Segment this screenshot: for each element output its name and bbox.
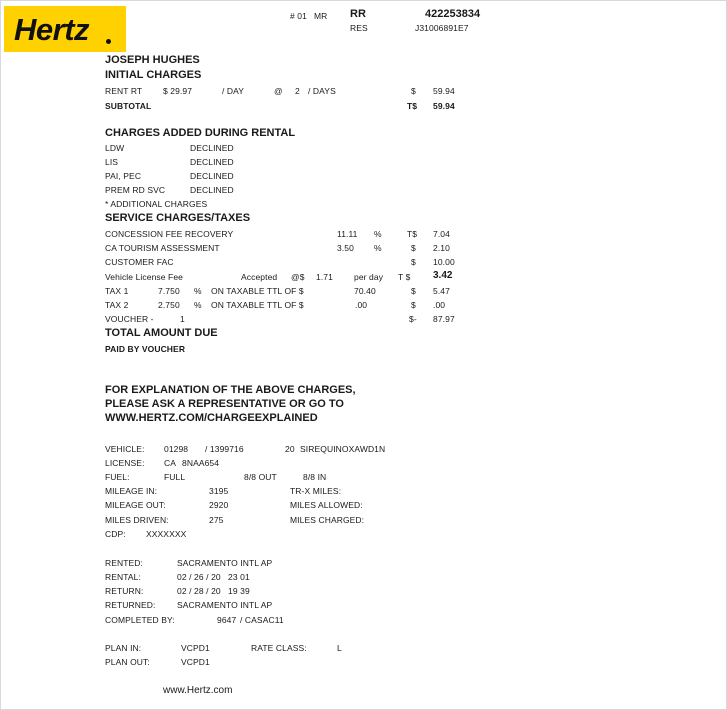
completed-by-number: 9647 bbox=[217, 615, 237, 625]
paid-by-voucher: PAID BY VOUCHER bbox=[105, 344, 186, 354]
prem-label: PREM RD SVC bbox=[105, 185, 166, 195]
subtotal-label: SUBTOTAL bbox=[105, 101, 152, 111]
vlf-amount: 3.42 bbox=[433, 270, 453, 281]
completed-by-label: COMPLETED BY: bbox=[105, 615, 175, 625]
returned-location: SACRAMENTO INTL AP bbox=[177, 600, 273, 610]
vehicle-id: / 1399716 bbox=[205, 444, 244, 454]
tourism-pct: % bbox=[374, 243, 382, 253]
vlf-currency: T $ bbox=[398, 272, 411, 282]
return-time: 19 39 bbox=[228, 586, 250, 596]
license-label: LICENSE: bbox=[105, 458, 145, 468]
license-number: 8NAA654 bbox=[182, 458, 220, 468]
additional-note: * ADDITIONAL CHARGES bbox=[105, 199, 208, 209]
voucher-currency: $- bbox=[409, 314, 417, 324]
tax1-currency: $ bbox=[411, 286, 416, 296]
plan-in-label: PLAN IN: bbox=[105, 643, 142, 653]
voucher-count: 1 bbox=[180, 314, 185, 324]
concession-rate: 11.11 bbox=[337, 229, 358, 239]
rent-at: @ bbox=[274, 86, 283, 96]
miles-charged-label: MILES CHARGED: bbox=[290, 515, 365, 525]
total-due-title: TOTAL AMOUNT DUE bbox=[105, 327, 218, 339]
tax1-pct: % bbox=[194, 286, 202, 296]
subtotal-currency: T$ bbox=[407, 101, 418, 111]
rate-class-value: L bbox=[337, 643, 342, 653]
ldw-status: DECLINED bbox=[190, 143, 234, 153]
tax2-amount: .00 bbox=[433, 300, 446, 310]
tourism-currency: $ bbox=[411, 243, 416, 253]
hertz-logo bbox=[4, 6, 126, 52]
logo-dot-icon bbox=[106, 39, 111, 44]
vlf-rate: 1.71 bbox=[316, 272, 333, 282]
concession-currency: T$ bbox=[407, 229, 418, 239]
tax2-currency: $ bbox=[411, 300, 416, 310]
ldw-label: LDW bbox=[105, 143, 125, 153]
mileage-out-label: MILEAGE OUT: bbox=[105, 500, 166, 510]
mileage-in-value: 3195 bbox=[209, 486, 229, 496]
tax2-desc: ON TAXABLE TTL OF $ bbox=[211, 300, 304, 310]
voucher-amount: 87.97 bbox=[433, 314, 455, 324]
tourism-amount: 2.10 bbox=[433, 243, 450, 253]
concession-pct: % bbox=[374, 229, 382, 239]
rent-amount: 59.94 bbox=[433, 86, 455, 96]
tax1-desc: ON TAXABLE TTL OF $ bbox=[211, 286, 304, 296]
vehicle-label: VEHICLE: bbox=[105, 444, 145, 454]
tax2-label: TAX 2 bbox=[105, 300, 129, 310]
tax1-label: TAX 1 bbox=[105, 286, 129, 296]
res-number: J31006891E7 bbox=[415, 23, 469, 33]
rent-label: RENT RT bbox=[105, 86, 143, 96]
miles-driven-value: 275 bbox=[209, 515, 224, 525]
tax2-pct: % bbox=[194, 300, 202, 310]
cdp-value: XXXXXXX bbox=[146, 529, 187, 539]
return-date: 02 / 28 / 20 bbox=[177, 586, 221, 596]
prem-status: DECLINED bbox=[190, 185, 234, 195]
rent-per-day: / DAY bbox=[222, 86, 245, 96]
miles-driven-label: MILES DRIVEN: bbox=[105, 515, 169, 525]
rental-time: 23 01 bbox=[228, 572, 250, 582]
fac-label: CUSTOMER FAC bbox=[105, 257, 174, 267]
license-state: CA bbox=[164, 458, 177, 468]
concession-label: CONCESSION FEE RECOVERY bbox=[105, 229, 234, 239]
explain-line-2: PLEASE ASK A REPRESENTATIVE OR GO TO bbox=[105, 398, 344, 410]
ra-number: 422253834 bbox=[425, 8, 481, 20]
lis-label: LIS bbox=[105, 157, 119, 167]
fuel-value: FULL bbox=[164, 472, 186, 482]
fac-amount: 10.00 bbox=[433, 257, 455, 267]
vlf-label: Vehicle License Fee bbox=[105, 272, 183, 282]
voucher-label: VOUCHER - bbox=[105, 314, 154, 324]
rental-date: 02 / 26 / 20 bbox=[177, 572, 221, 582]
hertz-logo-text: Hertz bbox=[14, 12, 90, 47]
cdp-label: CDP: bbox=[105, 529, 126, 539]
explain-line-3: WWW.HERTZ.COM/CHARGEEXPLAINED bbox=[105, 412, 318, 424]
rent-currency: $ bbox=[411, 86, 416, 96]
miles-allowed-label: MILES ALLOWED: bbox=[290, 500, 363, 510]
rate-class-label: RATE CLASS: bbox=[251, 643, 307, 653]
fuel-label: FUEL: bbox=[105, 472, 130, 482]
fac-currency: $ bbox=[411, 257, 416, 267]
customer-name: JOSEPH HUGHES bbox=[105, 54, 200, 66]
pai-status: DECLINED bbox=[190, 171, 234, 181]
header-mr: MR bbox=[314, 11, 328, 21]
tax2-base: .00 bbox=[355, 300, 368, 310]
subtotal-amount: 59.94 bbox=[433, 101, 455, 111]
tourism-rate: 3.50 bbox=[337, 243, 354, 253]
concession-amount: 7.04 bbox=[433, 229, 450, 239]
tax1-amount: 5.47 bbox=[433, 286, 450, 296]
vehicle-number: 01298 bbox=[164, 444, 189, 454]
rent-rate: $ 29.97 bbox=[163, 86, 193, 96]
added-charges-title: CHARGES ADDED DURING RENTAL bbox=[105, 127, 296, 139]
tax2-rate: 2.750 bbox=[158, 300, 180, 310]
vehicle-model: SIREQUINOXAWD1N bbox=[300, 444, 386, 454]
rented-location: SACRAMENTO INTL AP bbox=[177, 558, 273, 568]
initial-charges-title: INITIAL CHARGES bbox=[105, 69, 202, 81]
service-charges-title: SERVICE CHARGES/TAXES bbox=[105, 212, 251, 224]
header-res: RES bbox=[350, 23, 368, 33]
footer-url[interactable]: www.Hertz.com bbox=[163, 685, 233, 696]
mileage-in-label: MILEAGE IN: bbox=[105, 486, 158, 496]
tourism-label: CA TOURISM ASSESSMENT bbox=[105, 243, 220, 253]
explain-line-1: FOR EXPLANATION OF THE ABOVE CHARGES, bbox=[105, 384, 356, 396]
rent-days-label: / DAYS bbox=[308, 86, 336, 96]
vehicle-year: 20 bbox=[285, 444, 295, 454]
header-num: # 01 bbox=[290, 11, 307, 21]
vlf-accepted: Accepted bbox=[241, 272, 278, 282]
rent-days-count: 2 bbox=[295, 86, 300, 96]
trx-miles-label: TR-X MILES: bbox=[290, 486, 342, 496]
vlf-at: @$ bbox=[291, 272, 305, 282]
completed-by-id: / CASAC11 bbox=[240, 615, 284, 625]
rented-label: RENTED: bbox=[105, 558, 144, 568]
tax1-base: 70.40 bbox=[354, 286, 376, 296]
pai-label: PAI, PEC bbox=[105, 171, 142, 181]
plan-in-value: VCPD1 bbox=[181, 643, 210, 653]
rental-label: RENTAL: bbox=[105, 572, 141, 582]
fuel-out: 8/8 OUT bbox=[244, 472, 277, 482]
plan-out-value: VCPD1 bbox=[181, 657, 210, 667]
fuel-in: 8/8 IN bbox=[303, 472, 327, 482]
returned-label: RETURNED: bbox=[105, 600, 156, 610]
tax1-rate: 7.750 bbox=[158, 286, 180, 296]
lis-status: DECLINED bbox=[190, 157, 234, 167]
header-rr: RR bbox=[350, 8, 366, 20]
vlf-unit: per day bbox=[354, 272, 384, 282]
plan-out-label: PLAN OUT: bbox=[105, 657, 150, 667]
mileage-out-value: 2920 bbox=[209, 500, 229, 510]
return-label: RETURN: bbox=[105, 586, 144, 596]
